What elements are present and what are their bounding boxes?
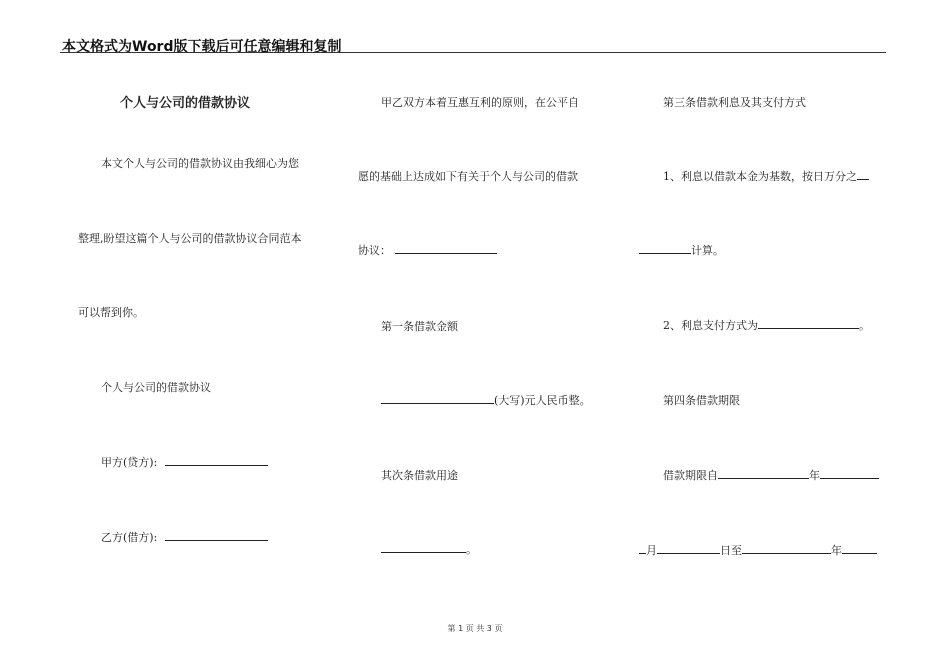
party-b-blank[interactable]	[165, 529, 268, 541]
article-3-heading: 第三条借款利息及其支付方式	[663, 96, 806, 109]
intro-line-1: 本文个人与公司的借款协议由我细心为您	[101, 157, 299, 170]
start-month-blank-cont[interactable]	[639, 542, 646, 554]
payment-method-line	[663, 317, 870, 333]
end-month-blank[interactable]	[842, 542, 877, 554]
intro-line-2: 整理,盼望这篇个人与公司的借款协议合同范本	[78, 232, 302, 245]
party-a-label: 甲方(贷方):	[101, 456, 158, 469]
article-1-heading: 第一条借款金额	[381, 320, 458, 333]
article-2-heading: 其次条借款用途	[381, 469, 458, 482]
party-b-line	[101, 529, 268, 545]
page-header: 本文格式为Word版下载后可任意编辑和复制	[62, 39, 342, 55]
amount-blank[interactable]	[381, 392, 494, 404]
interest-line-1	[663, 168, 869, 184]
start-month-blank[interactable]	[820, 467, 879, 479]
page-footer: 第 1 页 共 3 页	[447, 624, 503, 633]
interest-suffix: 计算。	[691, 244, 724, 257]
purpose-end: 。	[466, 543, 477, 556]
purpose-blank[interactable]	[381, 541, 466, 553]
agreement-subtitle: 个人与公司的借款协议	[101, 381, 211, 394]
amount-suffix: (大写)元人民币整。	[494, 394, 591, 407]
preamble-line-3	[358, 242, 497, 258]
end-year-blank[interactable]	[742, 542, 831, 554]
term-line-2	[639, 542, 877, 558]
purpose-line	[381, 541, 477, 557]
party-a-line	[101, 454, 268, 470]
article-4-heading: 第四条借款期限	[663, 394, 740, 407]
interest-rate-blank-cont[interactable]	[639, 242, 691, 254]
intro-line-3: 可以帮到你。	[78, 306, 144, 319]
interest-line-2	[639, 242, 724, 258]
start-year-blank[interactable]	[718, 467, 809, 479]
document-title: 个人与公司的借款协议	[120, 96, 251, 111]
preamble-line-1: 甲乙双方本着互惠互利的原则，在公平自	[381, 96, 579, 109]
preamble-blank[interactable]	[395, 242, 497, 254]
preamble-label: 协议：	[358, 244, 391, 257]
start-year-label: 年	[809, 469, 820, 482]
start-day-blank[interactable]	[657, 542, 720, 554]
party-a-blank[interactable]	[165, 454, 268, 466]
payment-method-end: 。	[859, 319, 870, 332]
party-b-label: 乙方(借方):	[101, 531, 158, 544]
payment-method-label: 2、利息支付方式为	[663, 319, 758, 332]
payment-method-blank[interactable]	[758, 317, 859, 329]
term-prefix: 借款期限自	[663, 469, 718, 482]
interest-text: 1、利息以借款本金为基数，按日万分之	[663, 170, 857, 183]
interest-rate-blank[interactable]	[857, 168, 869, 180]
start-month-label: 月	[646, 544, 657, 557]
amount-line	[381, 392, 591, 408]
preamble-line-2: 愿的基础上达成如下有关于个人与公司的借款	[358, 170, 578, 183]
header-rule	[60, 52, 886, 53]
term-line-1	[663, 467, 879, 483]
end-year-label: 年	[831, 544, 842, 557]
day-to-label: 日至	[720, 544, 742, 557]
